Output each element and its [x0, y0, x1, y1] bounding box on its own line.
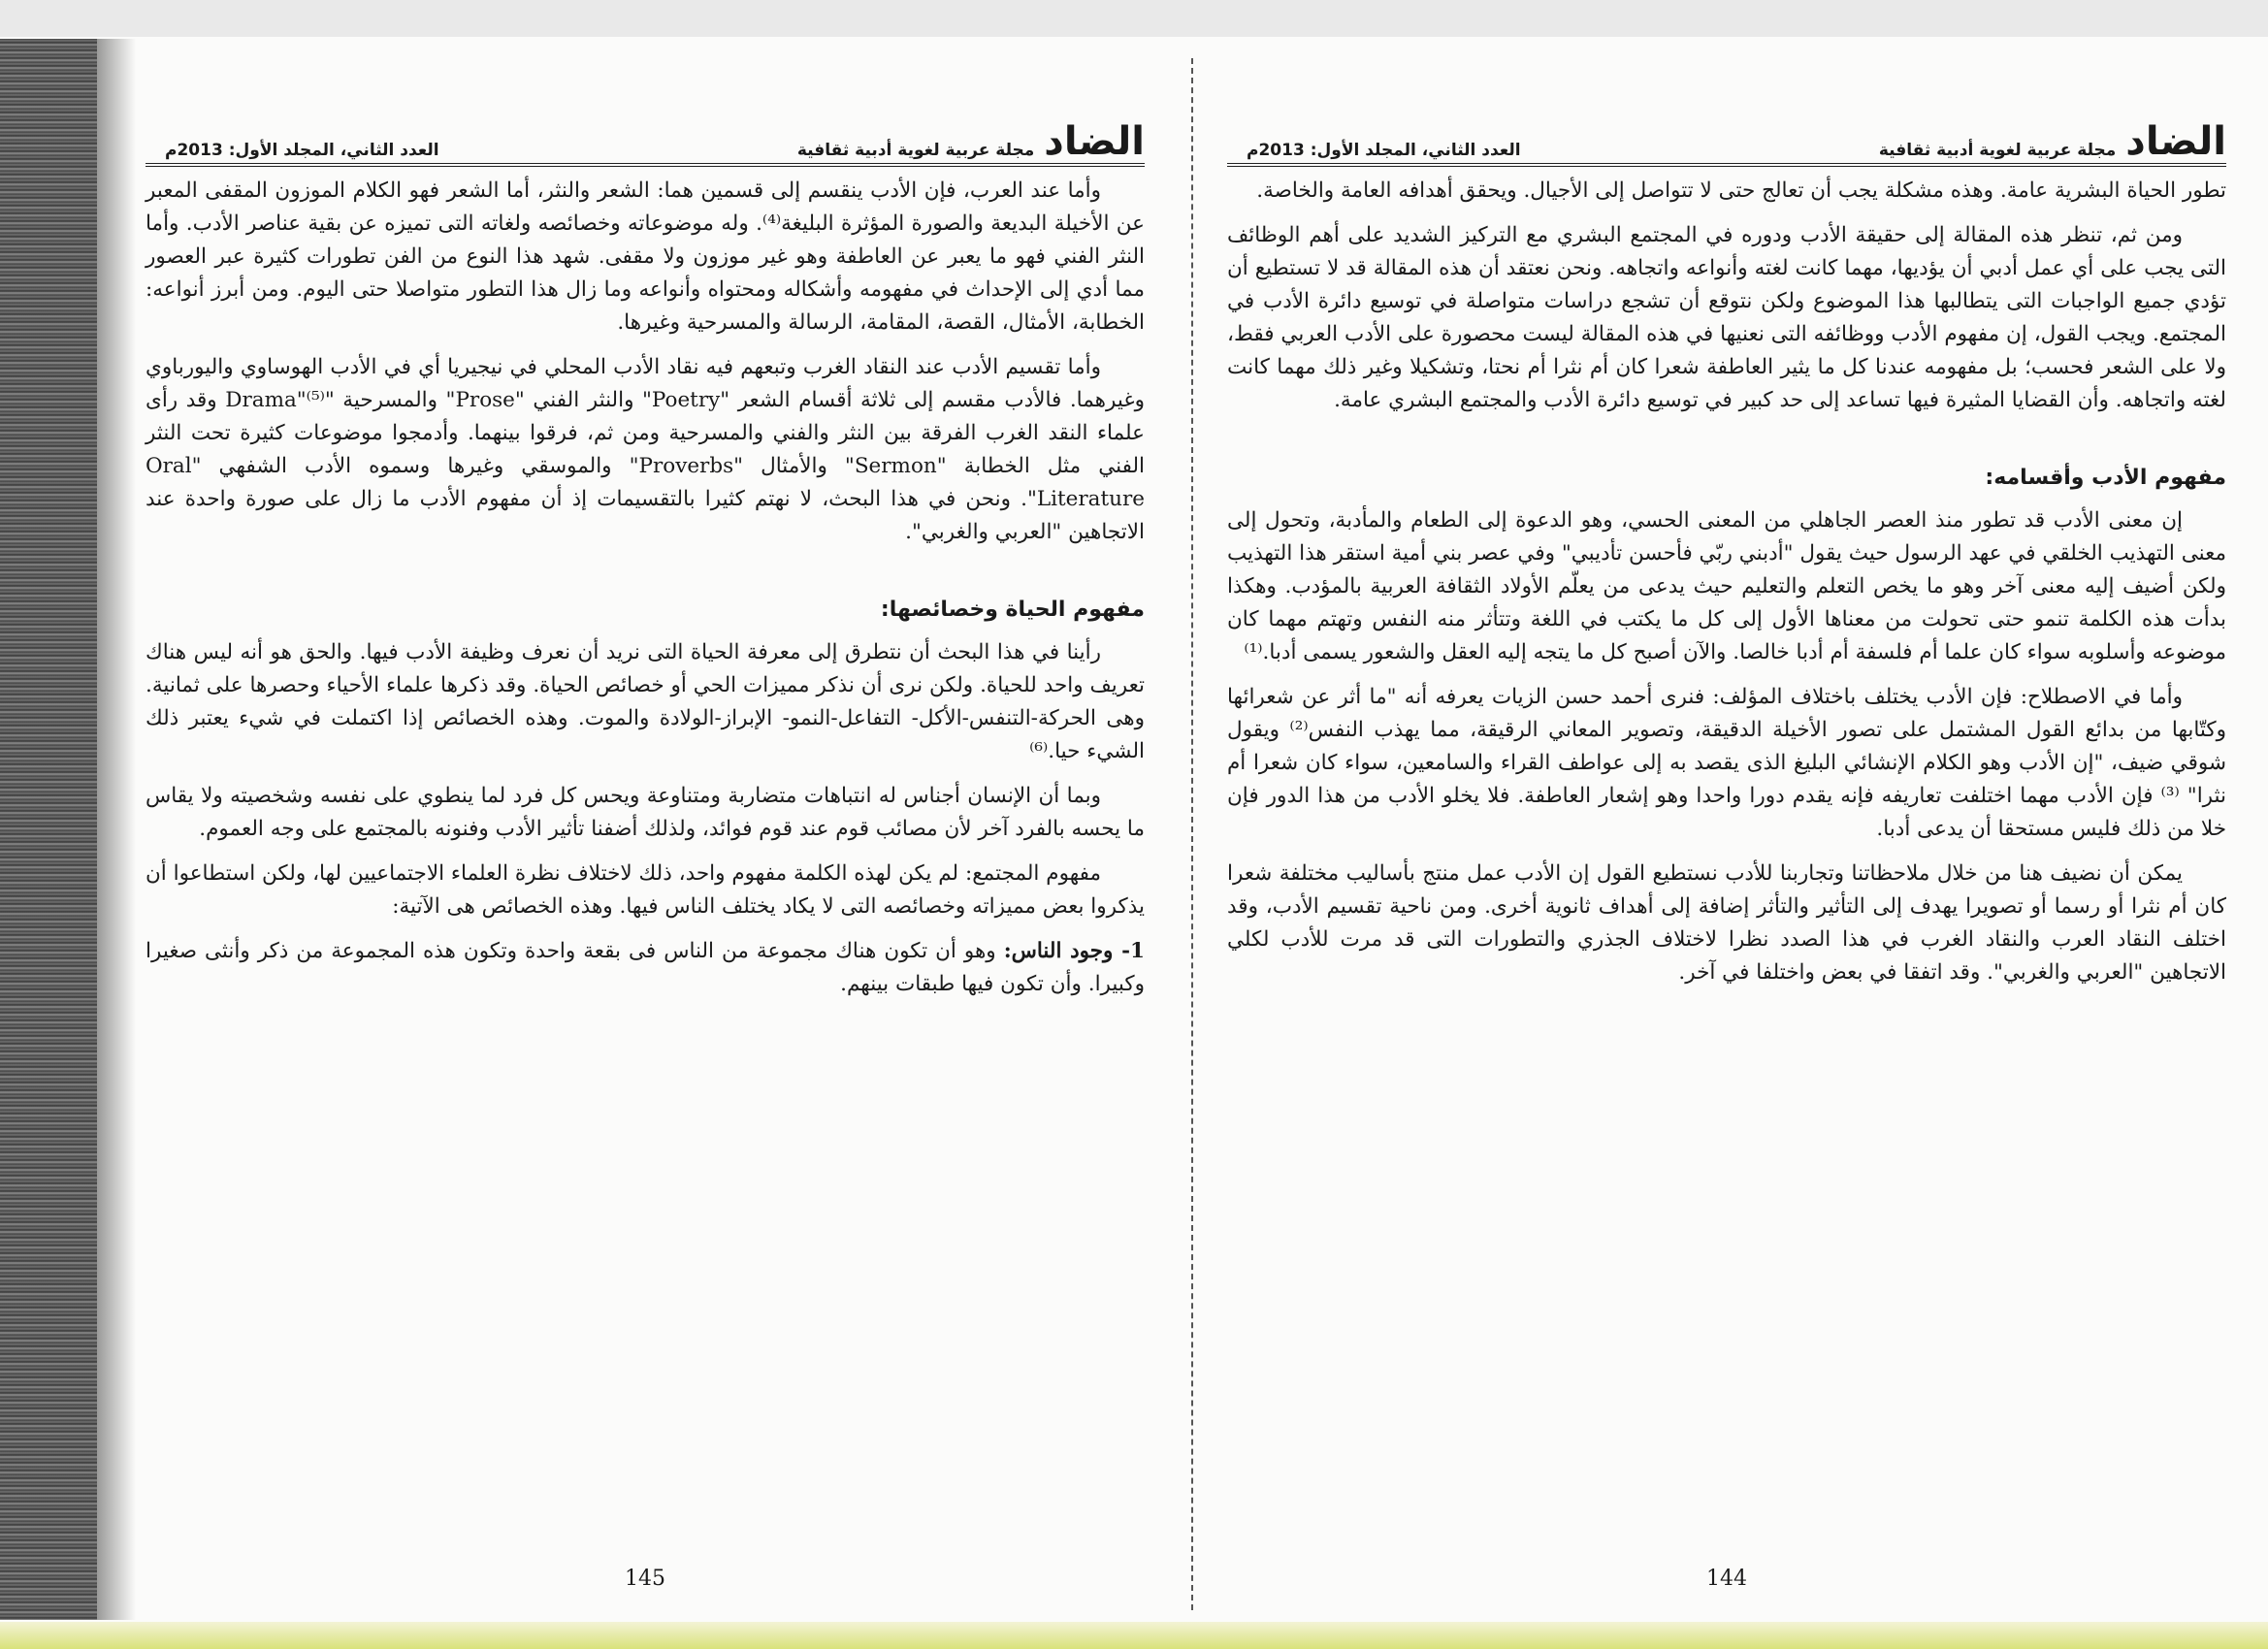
issue-info: العدد الثاني، المجلد الأول: 2013م — [165, 141, 439, 160]
journal-subtitle: مجلة عربية لغوية أدبية ثقافية — [1878, 141, 2117, 160]
page-144 — [1227, 97, 2226, 1591]
page-body — [146, 175, 1145, 1013]
scan-top-margin — [0, 0, 2268, 37]
page-gutter — [1191, 58, 1193, 1610]
page-145 — [146, 97, 1145, 1591]
paragraph: وأما في الاصطلاح: فإن الأدب يختلف باختلاف المؤلف: فنرى أحمد حسن الزيات يعرفه أنه "ما أثر عن شعرائها وكتّابها من بدائع القول المشتمل على تصور الأخيلة الدقيقة، وتصوير المعاني الرقيقة، مما يهذب النفس⁽²⁾ ويقول شوقي ضيف، "إن الأدب وهو الكلام الإنشائي البليغ الذى يقصد به إلى عواطف القراء والسامعين، سواء كان شعرا أم نثرا" ⁽³⁾ فإن الأدب مهما اختلفت تعاريفه فإنه يقدم دورا واحدا وهو إشعار العاطفة. فلا يخلو الأدب من هذا الدور فإن خلا من ذلك فليس مستحقا أن يدعى أدبا. — [1227, 685, 2227, 841]
scan-binding-shadow — [0, 39, 97, 1620]
journal-subtitle: مجلة عربية لغوية أدبية ثقافية — [796, 141, 1035, 160]
section-heading: مفهوم الحياة وخصائصها: — [880, 598, 1145, 622]
paragraph: وأما تقسيم الأدب عند النقاد الغرب وتبعهم فيه نقاد الأدب المحلي في نيجيريا أي في الأدب الهوساوي واليورباوي وغيرهما. فالأدب مقسم إلى ثلاثة أقسام الشعر "Poetry" والنثر الفني "Prose" والمسرحية "Drama"⁽⁵⁾ وقد رأى علماء النقد الغرب الفرقة بين النثر والفني والمسرحية ومن ثم، فرقوا بينهما. وأدمجوا موضوعات كثيرة تحت النثر الفني مثل الخطابة "Sermon" والأمثال "Proverbs" والموسقي وغيرها وسموه الأدب الشفهي "Oral Literature". ونحن في هذا البحث، لا نهتم كثيرا بالتقسيمات إذ أن مفهوم الأدب ما زال على صورة واحدة عند الاتجاهين "العربي والغربي". — [146, 355, 1145, 544]
page-number: 145 — [625, 1567, 665, 1591]
list-item-text: وهو أن تكون هناك مجموعة من الناس فى بقعة واحدة وتكون هذه المجموعة من ذكر وأنثى صغيرا وكبيرا. وأن تكون فيها طبقات بينهم. — [146, 939, 1145, 996]
journal-brand — [797, 120, 1145, 163]
paragraph: وأما عند العرب، فإن الأدب ينقسم إلى قسمين هما: الشعر والنثر، أما الشعر فهو الكلام الموزون المقفى المعبر عن الأخيلة البديعة والصورة المؤثرة البليغة⁽⁴⁾. وله موضوعاته وخصائصه ولغاته التى تميزه عن بقية عناصر الأدب. وأما النثر الفني فهو ما يعبر عن العاطفة وهو غير موزون ولا مقفى. شهد هذا النوع من الفن تطورات كثيرة عبر العصور مما أدي إلى الإحداث في مفهومه وأشكاله ومحتواه وأنواعه وما زال هذا التطور متواصلا حتى اليوم. ومن أبرز أنواعه: الخطابة، الأمثال، القصة، المقامة، الرسالة والمسرحية وغيرها. — [146, 178, 1145, 335]
issue-info: العدد الثاني، المجلد الأول: 2013م — [1247, 141, 1521, 160]
section-heading: مفهوم الأدب وأقسامه: — [1985, 466, 2226, 490]
paragraph: يمكن أن نضيف هنا من خلال ملاحظاتنا وتجاربنا للأدب نستطيع القول إن الأدب عمل منتج بأساليب مختلفة شعرا كان أم نثرا أو رسما أو تصويرا يهدف إلى التأثير والتأثر إضافة إلى أهداف ثانوية أخرى. ومن ناحية تقسيم الأدب، وقد اختلف النقاد العرب والنقاد الغرب في هذا الصدد نظرا لاختلاف الجذري والتطورات التى قد مرت للأدب لكلي الاتجاهين "العربي والغربي". وقد اتفقا في بعض واختلفا في آخر. — [1227, 861, 2226, 985]
list-item-label: 1- وجود الناس: — [1003, 939, 1145, 963]
paragraph: رأينا في هذا البحث أن نتطرق إلى معرفة الحياة التى نريد أن نعرف وظيفة الأدب فيها. والحق هو أنه ليس هناك تعريف واحد للحياة. ولكن نرى أن نذكر مميزات الحي أو خصائص الحياة. وقد ذكرها علماء الأحياء وحصرها على ثمانية. وهى الحركة-التنفس-الأكل- التفاعل-النمو- الإبراز-الولادة والموت. وهذه الخصائص إذا اكتملت في شيء يعتبر ذلك الشيء حيا.⁽⁶⁾ — [146, 640, 1145, 763]
journal-logo-text: الضاد — [1044, 119, 1145, 164]
page-body — [1227, 175, 2226, 1001]
paragraph: ومن ثم، تنظر هذه المقالة إلى حقيقة الأدب ودوره في المجتمع البشري مع التركيز الشديد على أهم الوظائف التى يجب على أي عمل أدبي أن يؤديها، مهما كانت لغته وأنواعه واتجاهه. ونحن نعتقد أن هذه المقالة قد لا تستطيع أن تؤدي جميع الواجبات التى يتطالبها هذا الموضوع ولكن نتوقع أن تشجع دراسات متواصلة في توسيع دائرة الأدب في المجتمع. ويجب القول، إن مفهوم الأدب ووظائفه التى نعنيها في هذه المقالة ليست محصورة على الأدب العربي فقط، ولا على الشعر فحسب؛ بل مفهومه عندنا كل ما يثير العاطفة شعرا كان أم نثرا أم نحتا، وتشكيلا وغير ذلك مهما كانت لغته واتجاهه. وأن القضايا المثيرة فيها تساعد إلى حد كبير في توسيع دائرة الأدب والمجتمع البشري عامة. — [1227, 223, 2226, 412]
paragraph: مفهوم المجتمع: لم يكن لهذه الكلمة مفهوم واحد، ذلك لاختلاف نظرة العلماء الاجتماعيين لها، ولكن استطاعوا أن يذكروا بعض مميزاته وخصائصه التى لا يكاد يختلف الناس فيها. وهذه الخصائص هى الآتية: — [146, 861, 1145, 919]
page-header — [1227, 107, 2226, 167]
journal-brand — [1879, 120, 2226, 163]
paragraph: إن معنى الأدب قد تطور منذ العصر الجاهلي من المعنى الحسي، وهو الدعوة إلى الطعام والمأدبة، وتحول إلى معنى التهذيب الخلقي في عهد الرسول حيث يقول "أدبني ربّي فأحسن تأديبي" وفي عصر بني أمية استقر هذا التهذيب ولكن أضيف إليه معنى آخر وهو ما يخص التعلم والتعليم حيث يدعى من يعلّم الأولاد الثقافة العربية بالمؤدب. وهكذا بدأت هذه الكلمة تنمو حتى تحولت من معناها الأول إلى كل ما يكتب في اللغة وتتأثر منه النفس وتهتم مهما كان موضوعه وأسلوبه سواء كان علما أم فلسفة أم أدبا خالصا. والآن أصبح كل ما يتجه إليه العقل والشعور يسمى أدبا.⁽¹⁾ — [1227, 508, 2226, 664]
journal-logo-text: الضاد — [2125, 119, 2226, 164]
list-item — [146, 935, 1145, 1001]
scan-bottom-edge — [0, 1622, 2268, 1649]
page-header — [146, 107, 1145, 167]
paragraph: تطور الحياة البشرية عامة. وهذه مشكلة يجب أن تعالج حتى لا تتواصل إلى الأجيال. ويحقق أهدافه العامة والخاصة. — [1256, 178, 2226, 203]
paragraph: وبما أن الإنسان أجناس له انتباهات متضاربة ومتناوعة ويحس كل فرد لما ينطوي على نفسه وشخصيته ولا يقاس ما يحسه بالفرد آخر لأن مصائب قوم عند قوم فوائد، ولذلك أضفنا تأثير الأدب وفنونه بالمجتمع على وجه العموم. — [146, 784, 1145, 841]
page-number: 144 — [1706, 1567, 1747, 1591]
